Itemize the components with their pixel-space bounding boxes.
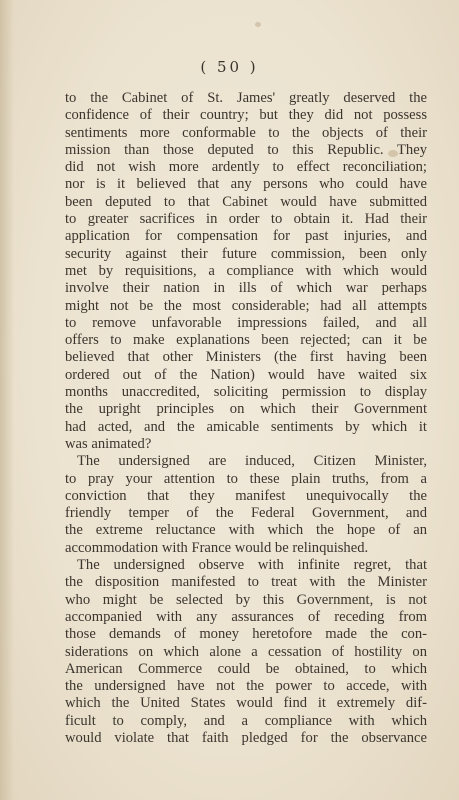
text-line: ordered out of the Nation) would have waited six [65, 366, 427, 383]
text-line: been deputed to that Cabinet would have submitted [65, 193, 427, 210]
text-line: months unaccredited, soliciting permission to display [65, 384, 427, 401]
text-line: nor is it believed that any persons who could have [65, 176, 427, 193]
text-line: accommodation with France would be relinquished. [65, 539, 369, 556]
text-line: did not wish more ardently to effect reconciliation; [65, 159, 427, 176]
text-line: had acted, and the amicable sentiments by which it [65, 418, 427, 435]
text-line: mission than those deputed to this Republic. They [65, 141, 427, 158]
text-line: met by requisitions, a compliance with which would [65, 262, 427, 279]
page-number: ( 50 ) [200, 58, 259, 76]
paragraph [65, 90, 427, 453]
body-text [65, 90, 427, 747]
text-line: the upright principles on which their Government [65, 401, 427, 418]
text-line: American Commerce could be obtained, to which [65, 660, 427, 677]
text-line: involve their nation in ills of which war perhaps [65, 280, 427, 297]
text-line: accompanied with any assurances of receding from [65, 608, 427, 625]
text-line: to remove unfavorable impressions failed, and all [65, 314, 427, 331]
text-line: offers to make explanations been rejected; can it be [65, 332, 427, 349]
text-line: friendly temper of the Federal Government, and [65, 505, 427, 522]
text-line: those demands of money heretofore made the con- [65, 626, 427, 643]
text-line: would violate that faith pledged for the observance [65, 729, 427, 746]
text-line: ficult to comply, and a compliance with which [65, 712, 427, 729]
text-line: was animated? [65, 435, 152, 452]
text-line: to the Cabinet of St. James' greatly deserved the [65, 90, 427, 106]
text-line: believed that other Ministers (the first having been [65, 349, 427, 366]
text-line: to pray your attention to these plain truths, from a [65, 470, 427, 487]
text-line: The undersigned observe with infinite regret, that [77, 557, 427, 574]
text-line: application for compensation for past injuries, and [65, 228, 427, 245]
text-line: The undersigned are induced, Citizen Minister, [77, 453, 427, 470]
text-line: which the United States would find it extremely dif- [65, 695, 427, 712]
text-line: confidence of their country; but they did not possess [65, 107, 427, 124]
text-line: who might be selected by this Government, is not [65, 591, 427, 608]
text-line: security against their future commission, been only [65, 245, 427, 262]
text-line: conviction that they manifest unequivocally the [65, 487, 427, 504]
text-line: the undersigned have not the power to accede, with [65, 678, 427, 695]
text-line: the disposition manifested to treat with the Minister [65, 574, 427, 591]
foxing-spot [255, 22, 261, 27]
text-line: siderations on which alone a cessation of hostility on [65, 643, 427, 660]
text-line: might not be the most considerable; had all attempts [65, 297, 427, 314]
text-line: sentiments more conformable to the objects of their [65, 124, 427, 141]
page-gutter-shadow [0, 0, 14, 800]
text-line: the extreme reluctance with which the hope of an [65, 522, 427, 539]
paragraph [65, 557, 427, 747]
text-line: to greater sacrifices in order to obtain it. Had their [65, 211, 427, 228]
paragraph [65, 453, 427, 557]
